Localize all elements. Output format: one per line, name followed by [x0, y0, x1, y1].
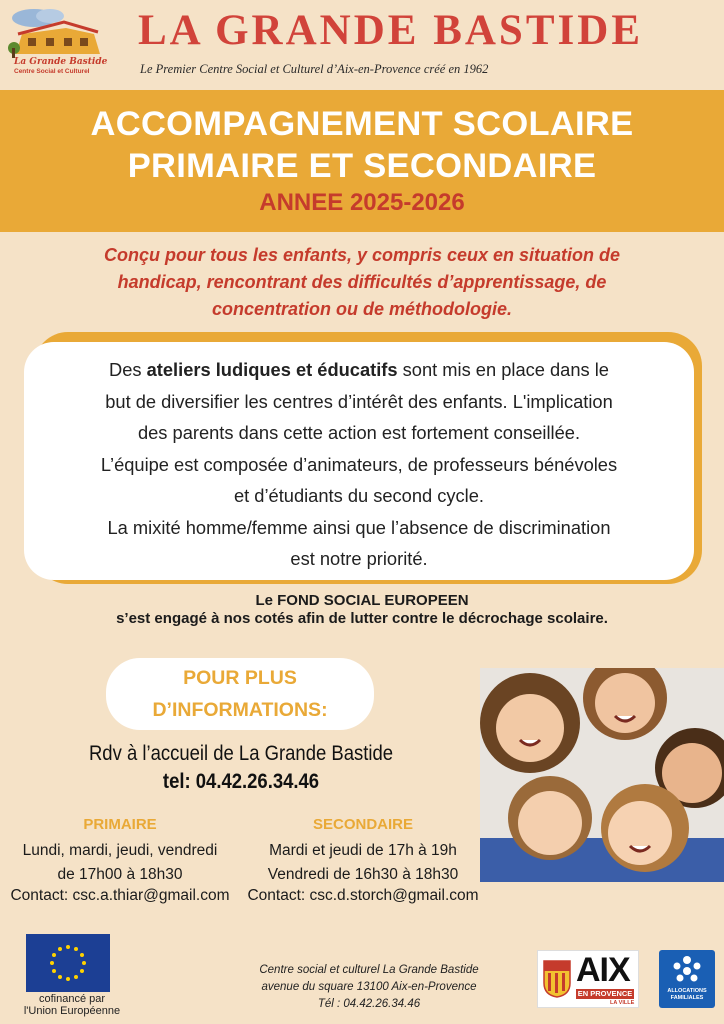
- banner-title-line-1: ACCOMPAGNEMENT SCOLAIRE: [90, 105, 634, 143]
- title-banner: [0, 90, 724, 232]
- aix-shield-icon: [542, 959, 572, 999]
- fse-prefix: Le: [255, 592, 278, 609]
- eu-caption-line: l'Union Européenne: [23, 1005, 121, 1017]
- secondaire-days: Mardi et jeudi de 17h à 19h: [269, 842, 457, 859]
- description-line: des parents dans cette action est fortement conseillée.: [137, 422, 581, 443]
- description-card: [24, 342, 694, 580]
- intro-text: [30, 242, 694, 323]
- aix-wordmark: AIX: [576, 951, 630, 989]
- primaire-title: PRIMAIRE: [83, 816, 157, 833]
- pill-line: POUR PLUS: [183, 667, 297, 689]
- reception-info: Rdv à l’accueil de La Grande Bastide: [88, 742, 394, 765]
- organization-title: LA GRANDE BASTIDE: [138, 7, 643, 54]
- school-year: ANNEE 2025-2026: [259, 189, 465, 216]
- intro-line: handicap, rencontrant des difficultés d’apprentissage, de: [117, 272, 607, 292]
- primaire-hours: de 17h00 à 18h30: [57, 866, 183, 883]
- description-line: L’équipe est composée d’animateurs, de professeurs bénévoles: [100, 453, 618, 475]
- logo-subtext: Centre Social et Culturel: [14, 68, 90, 75]
- caf-text-line: FAMILIALES: [670, 995, 704, 1001]
- eu-flag-icon: [26, 934, 110, 992]
- description-line: est notre priorité.: [290, 548, 428, 569]
- banner-title-line-2: PRIMAIRE ET SECONDAIRE: [127, 147, 597, 185]
- secondaire-title: SECONDAIRE: [312, 816, 413, 833]
- description-highlight: ateliers ludiques et éducatifs: [146, 359, 398, 380]
- pill-line: D’INFORMATIONS:: [152, 699, 328, 721]
- caf-logo: [659, 950, 715, 1008]
- phone-number: tel: 04.42.26.34.46: [162, 770, 320, 793]
- description-line: et d’étudiants du second cycle.: [233, 485, 484, 506]
- intro-line: Conçu pour tous les enfants, y compris ceux en situation de: [103, 245, 621, 265]
- address-line: avenue du square 13100 Aix-en-Provence: [261, 981, 477, 993]
- secondaire-hours: Vendredi de 16h30 à 18h30: [267, 866, 459, 883]
- intro-line: concentration ou de méthodologie.: [211, 299, 512, 319]
- aix-en-provence-logo: [537, 950, 639, 1008]
- description-line: La mixité homme/femme ainsi que l’absence de discrimination: [107, 516, 611, 538]
- more-info-pill: [106, 658, 374, 730]
- primaire-days: Lundi, mardi, jeudi, vendredi: [22, 842, 218, 859]
- eu-caption-line: cofinancé par: [38, 993, 106, 1005]
- children-photo: [480, 668, 724, 882]
- caf-text-line: ALLOCATIONS: [667, 988, 707, 994]
- eu-caption: [16, 993, 128, 1017]
- description-text: Des: [109, 359, 147, 380]
- description-text: sont mis en place dans le: [397, 359, 609, 380]
- caf-text: [659, 988, 715, 1002]
- caf-family-icon: [669, 954, 705, 986]
- footer-address: [238, 962, 500, 1013]
- primaire-contact: Contact: csc.a.thiar@gmail.com: [10, 887, 230, 904]
- aix-subtitle: EN PROVENCE: [577, 989, 633, 998]
- aix-tagline: LA VILLE: [610, 1000, 635, 1006]
- fse-statement: s’est engagé à nos cotés afin de lutter contre le décrochage scolaire.: [116, 610, 608, 627]
- description-line: but de diversifier les centres d’intérêt des enfants. L'implication: [105, 390, 613, 412]
- logo-text: La Grande Bastide: [14, 57, 108, 67]
- organization-subtitle: Le Premier Centre Social et Culturel d’Aix-en-Provence créé en 1962: [140, 62, 489, 76]
- secondaire-contact: Contact: csc.d.storch@gmail.com: [247, 887, 479, 904]
- fse-heading: [0, 592, 724, 609]
- address-line: Tél : 04.42.26.34.46: [317, 998, 421, 1010]
- description-line: [24, 354, 694, 386]
- fse-name: FOND SOCIAL EUROPEEN: [277, 592, 469, 609]
- address-line: Centre social et culturel La Grande Bastide: [259, 964, 479, 976]
